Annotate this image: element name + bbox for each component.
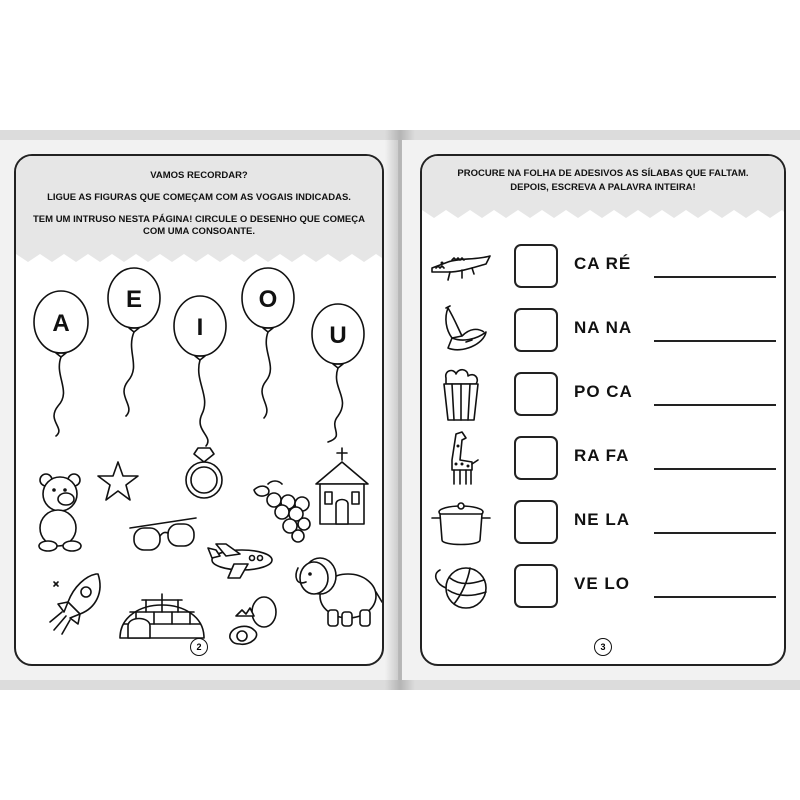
eggs-icon[interactable]: [230, 597, 276, 644]
left-page-number: 2: [190, 638, 208, 656]
sticker-box-3[interactable]: [514, 372, 558, 416]
sticker-box-4[interactable]: [514, 436, 558, 480]
vowel-o: O: [258, 286, 278, 313]
right-page-number: 3: [594, 638, 612, 656]
grapes-icon[interactable]: [254, 481, 310, 542]
syllables-5: NE LA: [574, 510, 630, 529]
word-row-1: [422, 238, 784, 294]
balloon-o[interactable]: [242, 268, 294, 418]
word-row-6: [422, 558, 784, 614]
star-icon[interactable]: [98, 462, 138, 500]
balloon-i[interactable]: [174, 296, 226, 446]
sticker-box-1[interactable]: [514, 244, 558, 288]
answer-line-2[interactable]: [654, 340, 776, 342]
syllables-1: CA RÉ: [574, 254, 632, 273]
giraffe-icon: [428, 430, 494, 486]
syllables-3: PO CA: [574, 382, 633, 401]
word-row-4: [422, 430, 784, 486]
answer-line-1[interactable]: [654, 276, 776, 278]
left-page: [0, 140, 398, 680]
bear-icon[interactable]: [39, 474, 81, 551]
right-instructions-banner: [422, 156, 784, 210]
vowel-a: A: [52, 310, 70, 337]
vowel-u: U: [329, 322, 347, 349]
sticker-box-2[interactable]: [514, 308, 558, 352]
balloon-e[interactable]: [108, 268, 160, 416]
popcorn-icon: [428, 366, 494, 422]
right-page-frame: [420, 154, 786, 666]
answer-line-4[interactable]: [654, 468, 776, 470]
answer-line-3[interactable]: [654, 404, 776, 406]
balloon-u[interactable]: [312, 304, 364, 442]
right-page: [402, 140, 800, 680]
syllables-4: RA FA: [574, 446, 630, 465]
airplane-icon[interactable]: [208, 544, 272, 578]
alligator-icon: [428, 238, 494, 294]
pictures-area: [16, 442, 382, 652]
left-instructions-banner: [16, 156, 382, 254]
left-page-frame: [14, 154, 384, 666]
zigzag-edge: [422, 208, 784, 222]
word-row-2: [422, 302, 784, 358]
banana-icon: [428, 302, 494, 358]
sticker-box-5[interactable]: [514, 500, 558, 544]
left-instruction-1: LIGUE AS FIGURAS QUE COMEÇAM COM AS VOGAIS INDICADAS.: [47, 192, 351, 203]
vowel-i: I: [196, 314, 204, 341]
sticker-box-6[interactable]: [514, 564, 558, 608]
sunglasses-icon[interactable]: [130, 518, 196, 550]
igloo-icon[interactable]: [120, 594, 204, 638]
answer-line-5[interactable]: [654, 532, 776, 534]
left-title: VAMOS RECORDAR?: [150, 170, 248, 181]
rocket-icon[interactable]: [50, 574, 100, 634]
pot-icon: [428, 494, 494, 550]
answer-line-6[interactable]: [654, 596, 776, 598]
left-instruction-2: TEM UM INTRUSO NESTA PÁGINA! CIRCULE O DESENHO QUE COMEÇA COM UMA CONSOANTE.: [33, 214, 365, 237]
word-row-5: [422, 494, 784, 550]
syllables-2: NA NA: [574, 318, 633, 337]
ring-icon[interactable]: [186, 448, 222, 498]
word-row-3: [422, 366, 784, 422]
book-spread: [0, 130, 800, 690]
church-icon[interactable]: [316, 448, 368, 524]
yarn-ball-icon: [428, 558, 494, 614]
balloon-a[interactable]: [34, 291, 88, 436]
right-instruction-1: PROCURE NA FOLHA DE ADESIVOS AS SÍLABAS QUE FALTAM.: [457, 168, 749, 179]
syllables-6: VE LO: [574, 574, 631, 593]
right-instruction-2: DEPOIS, ESCREVA A PALAVRA INTEIRA!: [510, 182, 696, 193]
elephant-icon[interactable]: [296, 558, 382, 626]
vowel-e: E: [125, 286, 143, 313]
